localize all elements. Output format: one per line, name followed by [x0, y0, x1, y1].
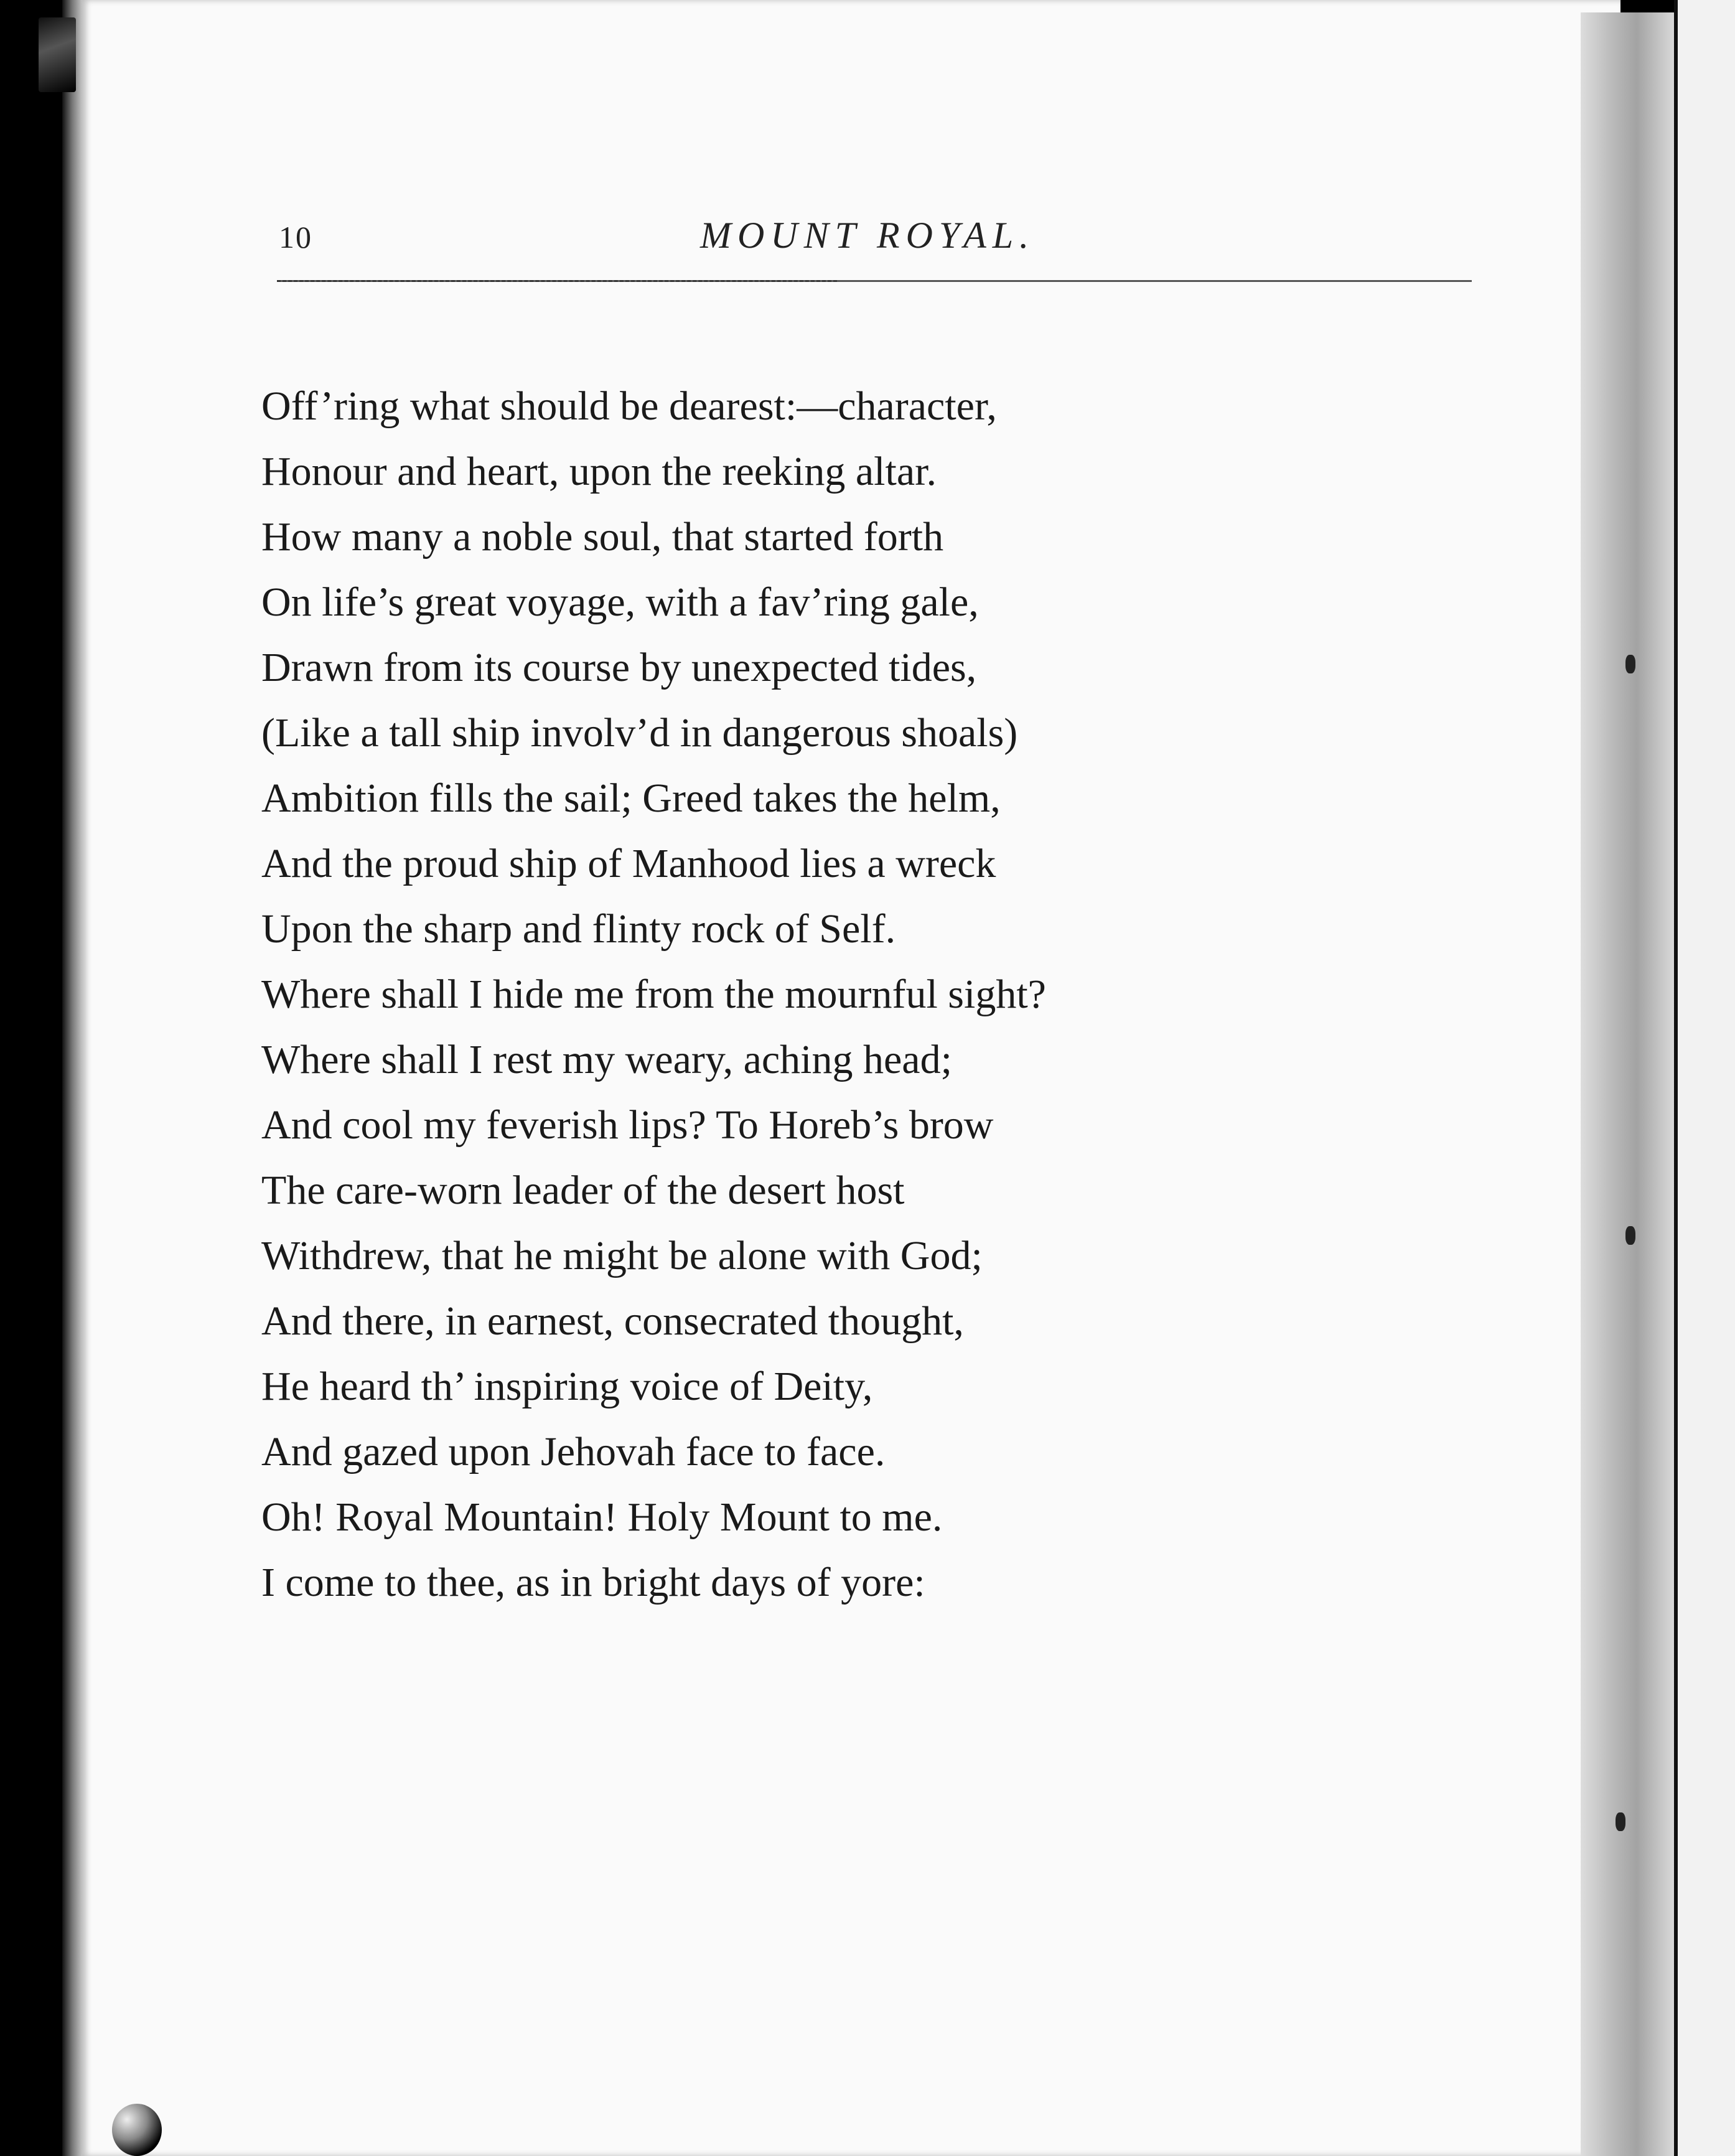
verse-line: How many a noble soul, that started forth	[261, 514, 944, 560]
running-title: MOUNT ROYAL.	[700, 215, 1036, 256]
verse-line: Where shall I hide me from the mournful sight?	[261, 972, 1046, 1017]
verse-line: The care-worn leader of the desert host	[261, 1168, 905, 1213]
verse-line: Honour and heart, upon the reeking altar.	[261, 449, 937, 494]
poem-text	[261, 373, 1288, 1615]
verse-line: I come to thee, as in bright days of yore:	[261, 1560, 925, 1605]
verse-line: Drawn from its course by unexpected tides,	[261, 645, 977, 690]
verse-line: (Like a tall ship involv’d in dangerous shoals)	[261, 710, 1018, 756]
binding-corner-mark	[39, 17, 76, 92]
verse-line: Withdrew, that he might be alone with God;	[261, 1233, 983, 1278]
thumb-mark	[112, 2104, 162, 2156]
book-gutter-shadow	[1581, 12, 1674, 2156]
verse-line: Oh! Royal Mountain! Holy Mount to me.	[261, 1494, 943, 1540]
verse-line: On life’s great voyage, with a fav’ring gale,	[261, 579, 979, 625]
verse-line: Ambition fills the sail; Greed takes the helm,	[261, 776, 1001, 821]
page-number: 10	[279, 220, 312, 255]
facing-page-edge	[1674, 0, 1735, 2156]
verse-line: Where shall I rest my weary, aching head;	[261, 1037, 952, 1082]
verse-line: And the proud ship of Manhood lies a wreck	[261, 841, 996, 886]
verse-line: Upon the sharp and flinty rock of Self.	[261, 906, 896, 952]
header-rule-dashed	[277, 280, 837, 282]
verse-line: And cool my feverish lips? To Horeb’s brow	[261, 1102, 994, 1148]
verse-line: And there, in earnest, consecrated thought,	[261, 1298, 964, 1344]
verse-line: And gazed upon Jehovah face to face.	[261, 1429, 886, 1474]
binding-hole-mark	[1616, 1812, 1625, 1831]
verse-line: Off’ring what should be dearest:—character,	[261, 383, 997, 429]
verse-line: He heard th’ inspiring voice of Deity,	[261, 1364, 873, 1409]
binding-hole-mark	[1625, 1226, 1635, 1245]
binding-hole-mark	[1625, 655, 1635, 673]
